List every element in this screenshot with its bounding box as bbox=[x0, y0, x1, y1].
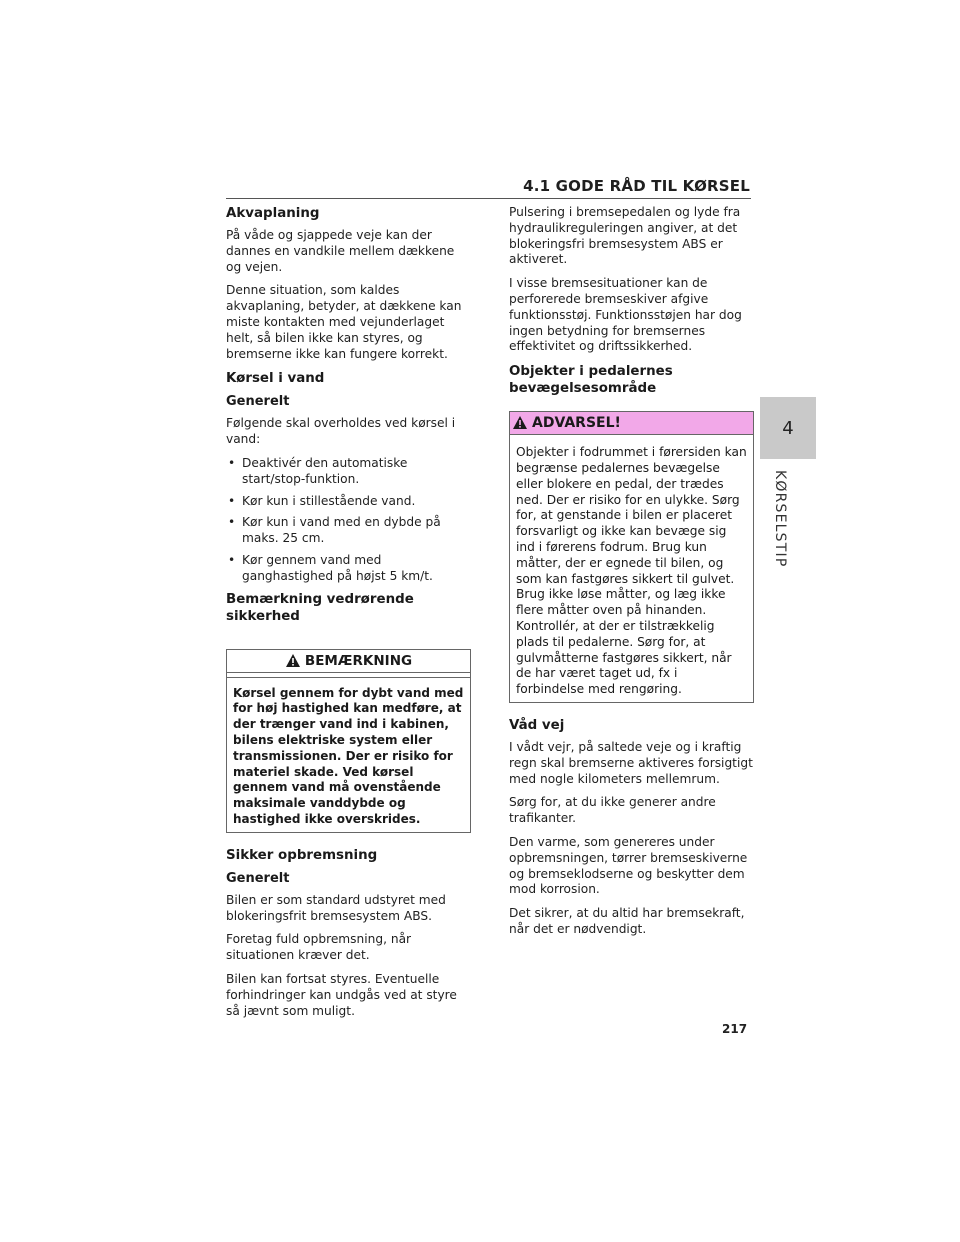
left-column bbox=[226, 205, 471, 1027]
heading-sikker-opbremsning: Sikker opbremsning bbox=[226, 847, 378, 863]
chapter-label: KØRSELSTIP bbox=[772, 470, 788, 568]
paragraph: Denne situation, som kaldes akvaplaning, betyder, at dækkene kan miste kontakten med vejunderlaget helt, så bilen ikke kan styres, og bremserne ikke kan fungere korrekt. bbox=[226, 283, 462, 361]
notice-header bbox=[227, 650, 470, 673]
list-item: • Deaktivér den automatiske start/stop-funktion. bbox=[226, 456, 471, 488]
paragraph: I vådt vejr, på saltede veje og i kraftig regn skal bremserne aktiveres forsigtigt med nogle kilometers mellemrum. bbox=[509, 739, 753, 786]
subheading-generelt: Generelt bbox=[226, 870, 290, 886]
subheading-generelt: Generelt bbox=[226, 394, 290, 410]
paragraph: Bilen er som standard udstyret med blokeringsfrit bremsesystem ABS. bbox=[226, 892, 446, 923]
heading-vaad-vej: Våd vej bbox=[509, 717, 565, 733]
notice-box bbox=[226, 649, 471, 833]
warning-text: Objekter i fodrummet i førersiden kan begrænse pedalernes bevægelse eller blokere en pedal, der trædes ned. Der er risiko for en ulykke. Sørg for, at genstande i bilen er placeret forsvarligt og ikke kan bevæge sig ind i førerens fodrum. Brug kun måtter, der er egnede til bilen, og som kan fastgøres sikkert til gulvet. Brug ikke løse måtter, og læg ikke flere måtter oven på hinanden. Kontrollér, at der er tilstrækkelig plads til pedalerne. Sørg for, at gulvmåtterne fastgøres sikkert, når de har været taget ud, fx i forbindelse med rengøring. bbox=[516, 445, 747, 697]
paragraph: Foretag fuld opbremsning, når situationen kræver det. bbox=[226, 932, 412, 963]
list-item: • Kør gennem vand med ganghastighed på højst 5 km/t. bbox=[226, 553, 471, 585]
page-number: 217 bbox=[722, 1022, 748, 1036]
paragraph: Det sikrer, at du altid har bremsekraft, når det er nødvendigt. bbox=[509, 906, 745, 936]
paragraph: Den varme, som genereres under opbremsningen, tørrer bremseskiverne og bremseklodserne og beskytter dem mod korrosion. bbox=[509, 834, 748, 897]
warning-triangle-icon bbox=[512, 415, 528, 431]
chapter-number: 4 bbox=[782, 418, 794, 439]
warning-triangle-icon bbox=[285, 653, 301, 669]
paragraph: Bilen kan fortsat styres. Eventuelle forhindringer kan undgås ved at styre så jævnt som muligt. bbox=[226, 971, 457, 1018]
notice-title: BEMÆRKNING bbox=[304, 652, 413, 669]
heading-bemaerkning-sikkerhed: Bemærkning vedrørende sikkerhed bbox=[226, 591, 414, 624]
bullet-list bbox=[226, 456, 471, 585]
warning-title: ADVARSEL! bbox=[532, 415, 621, 432]
heading-objekter: Objekter i pedalernes bevægelsesområde bbox=[509, 364, 673, 397]
list-item: • Kør kun i stillestående vand. bbox=[226, 494, 471, 510]
heading-akvaplaning: Akvaplaning bbox=[226, 206, 320, 221]
list-item: • Kør kun i vand med en dybde på maks. 25 cm. bbox=[226, 515, 471, 547]
paragraph: Følgende skal overholdes ved kørsel i vand: bbox=[226, 416, 456, 447]
header-rule bbox=[226, 198, 751, 199]
paragraph: På våde og sjappede veje kan der dannes en vandkile mellem dækkene og vejen. bbox=[226, 228, 455, 274]
running-header: 4.1 GODE RÅD TIL KØRSEL bbox=[523, 177, 750, 195]
right-column bbox=[509, 205, 754, 946]
warning-header bbox=[510, 412, 753, 435]
warning-box bbox=[509, 411, 754, 703]
paragraph: Pulsering i bremsepedalen og lyde fra hydraulikreguleringen angiver, at det blokeringsfri bremsesystem ABS er aktiveret. bbox=[509, 205, 741, 267]
paragraph: I visse bremsesituationer kan de perforerede bremseskiver afgive funktionsstøj. Funktionsstøjen har dog ingen betydning for bremsernes effektivitet og driftssikkerhed. bbox=[509, 276, 742, 354]
heading-korsel-i-vand: Kørsel i vand bbox=[226, 371, 325, 387]
notice-text: Kørsel gennem for dybt vand med for høj hastighed kan medføre, at der trænger vand ind i kabinen, bilens elektriske system eller transmissionen. Der er risiko for materiel skade. Ved kørsel gennem vand må ovenstående maksimale vanddybde og hastighed ikke overskrides. bbox=[227, 677, 470, 832]
paragraph: Sørg for, at du ikke generer andre trafikanter. bbox=[509, 795, 716, 826]
